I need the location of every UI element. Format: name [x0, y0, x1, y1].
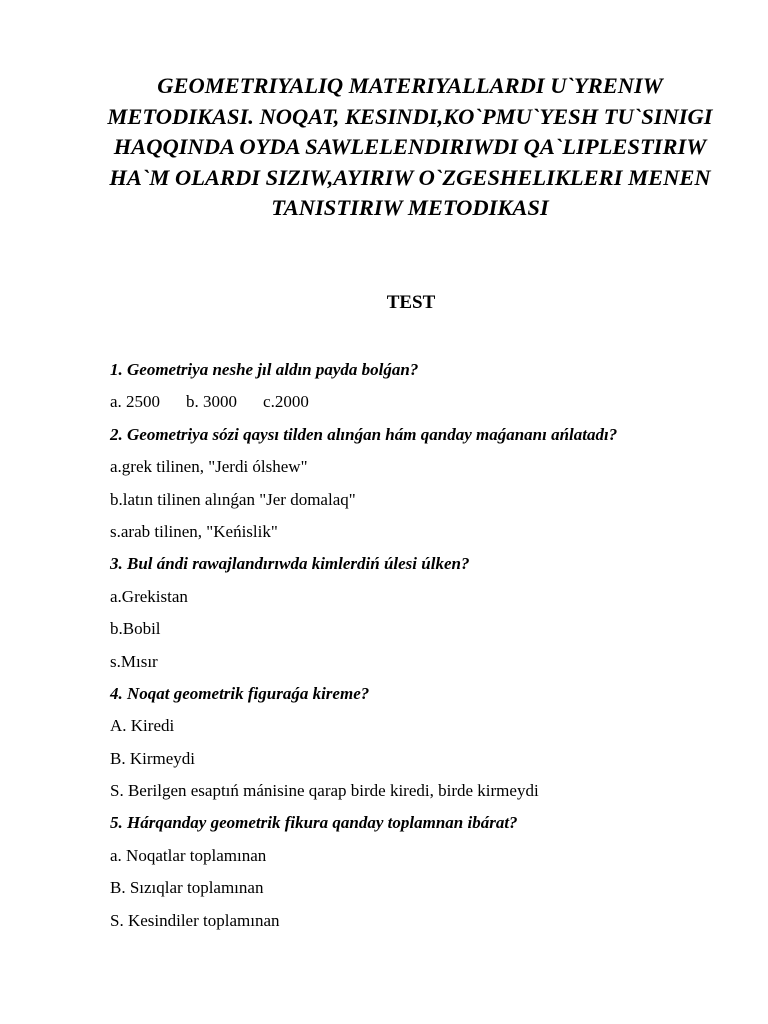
answer-option-5b: B. Sızıqlar toplamınan: [110, 878, 264, 898]
question-4: 4. Noqat geometrik figuraǵa kireme?: [110, 683, 370, 703]
document-title: GEOMETRIYALIQ MATERIYALLARDI U`YRENIW METODIKASI. NOQAT, KESINDI,KO`PMU`YESH TU`SINIGI HAQQINDA OYDA SAWLELENDIRIWDI QA`LIPLESTIRIW HA`M OLARDI SIZIW,AYIRIW O`ZGESHELIKLERI MENEN TANISTIRIW METODIKASI: [107, 73, 713, 220]
answer-option-1b: b. 3000: [186, 392, 238, 412]
question-list: [110, 357, 750, 940]
question-5: 5. Hárqanday geometrik fikura qanday toplamnan ibárat?: [110, 813, 518, 833]
section-heading: TEST: [386, 292, 436, 313]
question-2: 2. Geometriya sózi qaysı tilden alınǵan hám qanday maǵananı ańlatadı?: [110, 424, 618, 444]
answer-option-2c: s.arab tilinen, "Keńislik": [110, 521, 278, 541]
answer-option-5c: S. Kesindiler toplamınan: [110, 910, 280, 930]
answer-option-3b: b.Bobil: [110, 619, 161, 639]
question-1: 1. Geometriya neshe jıl aldın payda bolǵan?: [110, 360, 419, 379]
answer-option-4b: B. Kirmeydi: [110, 748, 195, 768]
answer-option-3c: s.Mısır: [110, 651, 158, 671]
answer-option-3a: a.Grekistan: [110, 586, 188, 606]
answer-option-5a: a. Noqatlar toplamınan: [110, 845, 267, 865]
answer-option-4c: S. Berilgen esaptıń mánisine qarap birde kiredi, birde kirmeydi: [110, 781, 539, 801]
answer-option-2b: b.latın tilinen alınǵan "Jer domalaq": [110, 489, 356, 509]
answer-option-1a: a. 2500: [110, 392, 161, 412]
answer-option-2a: a.grek tilinen, "Jerdi ólshew": [110, 457, 308, 477]
question-3: 3. Bul ándi rawajlandırıwda kimlerdiń úlesi úlken?: [110, 554, 470, 574]
answer-option-4a: A. Kiredi: [110, 716, 175, 736]
answer-option-1c: c.2000: [263, 392, 309, 412]
question-1-options: [110, 389, 750, 421]
